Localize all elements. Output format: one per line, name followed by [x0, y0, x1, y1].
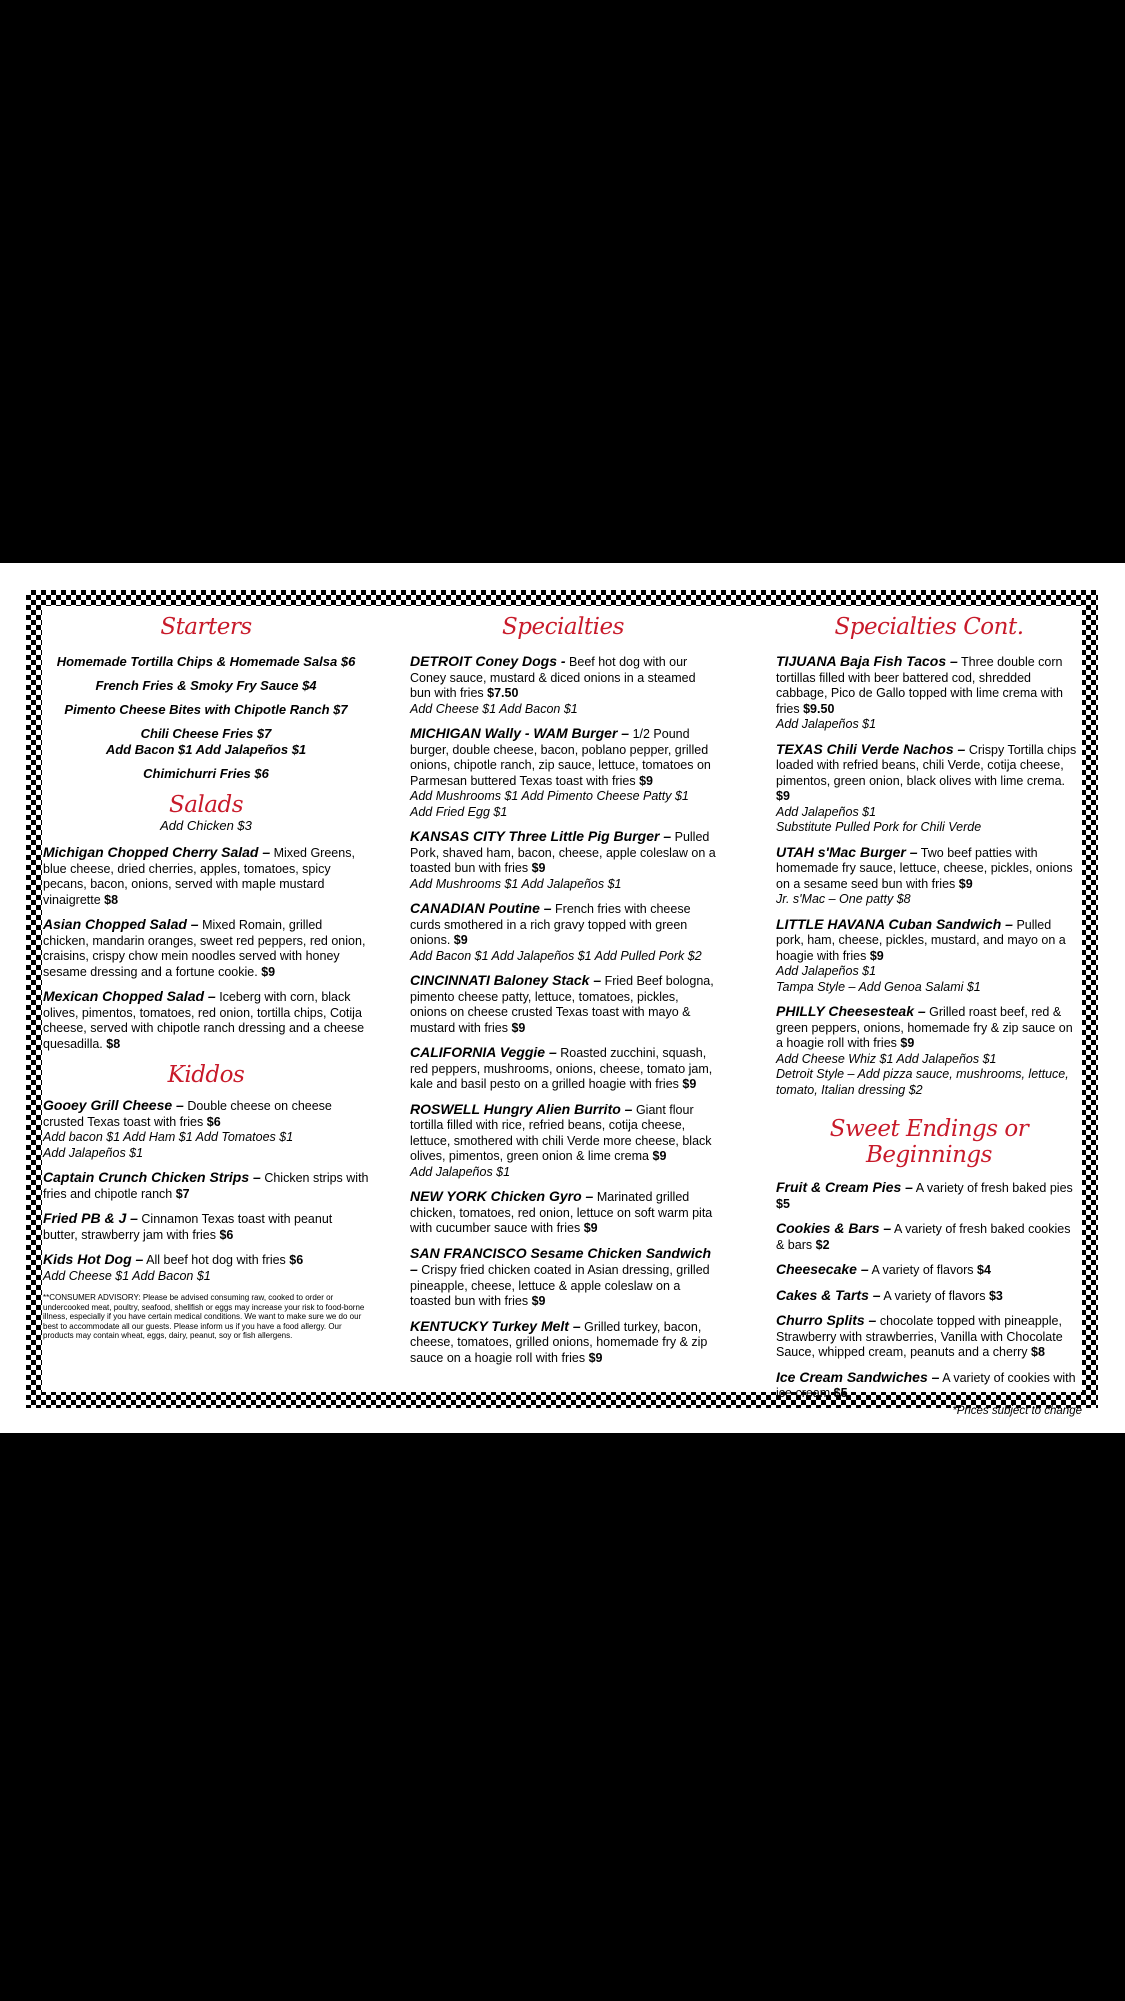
- menu-item: Gooey Grill Cheese – Double cheese on cheese crusted Texas toast with fries $6 Add bacon $1 Add Ham $1 Add Tomatoes $1 Add Jalapeños $1: [43, 1098, 369, 1161]
- item-addons: Add Jalapeños $1: [776, 804, 877, 819]
- starters-heading: Starters: [160, 614, 252, 640]
- starter-chimichurri: Chimichurri Fries $6: [143, 766, 269, 781]
- specialties-heading: Specialties: [502, 614, 624, 640]
- item-addons: Add Cheese $1 Add Bacon $1: [43, 1268, 211, 1283]
- menu-item: MICHIGAN Wally - WAM Burger – 1/2 Pound burger, double cheese, bacon, poblano pepper, grilled onions, chipotle ranch, zip sauce, lettuce, tomatoes on Parmesan buttered Texas toast with fries $9 Add Mushrooms $1 Add Pimento Cheese Patty $1 Add Fried Egg $1: [410, 726, 716, 820]
- menu-item: CANADIAN Poutine – French fries with cheese curds smothered in a rich gravy topped with green onions. $9 Add Bacon $1 Add Jalapeños $1 Add Pulled Pork $2: [410, 901, 716, 964]
- item-addons: Jr. s'Mac – One patty $8: [776, 892, 911, 906]
- item-addons: Detroit Style – Add pizza sauce, mushrooms, lettuce, tomato, Italian dressing $2: [776, 1067, 1069, 1097]
- item-addons: Add Jalapeños $1: [776, 717, 877, 731]
- item-addons: Add Jalapeños $1: [43, 1145, 144, 1160]
- menu-item: CINCINNATI Baloney Stack – Fried Beef bologna, pimento cheese patty, lettuce, tomatoes, pickles, onions on cheese crusted Texas toast with mayo & mustard with fries $9: [410, 972, 714, 1035]
- item-addons: Add Mushrooms $1 Add Pimento Cheese Patty $1: [410, 789, 689, 803]
- checkered-border: [26, 590, 1098, 1417]
- menu-item: KANSAS CITY Three Little Pig Burger – Pulled Pork, shaved ham, bacon, cheese, apple coleslaw on a toasted bun with fries $9 Add Mushrooms $1 Add Jalapeños $1: [410, 828, 716, 891]
- item-addons: Add Bacon $1 Add Jalapeños $1 Add Pulled Pork $2: [410, 948, 702, 963]
- item-addons: Add Cheese Whiz $1 Add Jalapeños $1: [776, 1051, 997, 1066]
- menu-item: Asian Chopped Salad – Mixed Romain, grilled chicken, mandarin oranges, sweet red peppers, red onion, craisins, crispy chow mein noodles served with honey sesame dressing and a fortune cookie. $9: [43, 916, 366, 979]
- consumer-advisory: **CONSUMER ADVISORY: Please be advised consuming raw, cooked to order or undercooked meat, poultry, seafood, shellfish or eggs may increase your risk to food-borne illness, especially if you have certain medical conditions. We want to make sure we do our best to accommodate all our guests. Please inform us if you have a food allergy. Our products may contain wheat, eggs, dairy, peanut, soy or fish allergens.: [43, 1293, 365, 1340]
- menu-item: Kids Hot Dog – All beef hot dog with fries $6 Add Cheese $1 Add Bacon $1: [43, 1252, 369, 1284]
- menu-item: Cakes & Tarts – A variety of flavors $3: [776, 1286, 1003, 1303]
- menu-item: ROSWELL Hungry Alien Burrito – Giant flour tortilla filled with rice, refried beans, cotija cheese, lettuce, smothered with chili Verde more cheese, black olives, pimentos, green onion & lime crema $9 Add Jalapeños $1: [410, 1102, 716, 1181]
- item-addons: Substitute Pulled Pork for Chili Verde: [776, 820, 982, 834]
- menu-item: NEW YORK Chicken Gyro – Marinated grilled chicken, tomatoes, red onion, lettuce on soft warm pita with cucumber sauce with fries $9: [410, 1188, 713, 1235]
- prices-note: *Prices subject to change: [952, 1404, 1082, 1417]
- menu-item: CALIFORNIA Veggie – Roasted zucchini, squash, red peppers, mushrooms, onions, cheese, tomato jam, kale and basil pesto on a grilled hoagie with fries $9: [410, 1044, 713, 1091]
- salads-addon: Add Chicken $3: [160, 818, 252, 833]
- menu-content: [42, 606, 1082, 1417]
- item-addons: Add Mushrooms $1 Add Jalapeños $1: [410, 876, 622, 891]
- kiddos-heading: Kiddos: [167, 1062, 245, 1088]
- menu-item: Michigan Chopped Cherry Salad – Mixed Greens, blue cheese, dried cherries, apples, tomatoes, spicy pecans, bacon, onions, served with maple mustard vinaigrette $8: [43, 844, 355, 907]
- specialties-cont-heading: Specialties Cont.: [834, 614, 1024, 640]
- starter-item: Homemade Tortilla Chips & Homemade Salsa $6: [56, 654, 356, 669]
- menu-item: Fruit & Cream Pies – A variety of fresh baked pies $5: [776, 1179, 1073, 1211]
- menu-item: TIJUANA Baja Fish Tacos – Three double corn tortillas filled with beer battered cod, shredded cabbage, Pico de Gallo topped with lime crema with fries $9.50 Add Jalapeños $1: [776, 654, 1082, 733]
- menu-item: LITTLE HAVANA Cuban Sandwich – Pulled pork, ham, cheese, pickles, mustard, and mayo on a hoagie with fries $9 Add Jalapeños $1 Tampa Style – Add Genoa Salami $1: [776, 917, 1082, 996]
- item-addons: Add bacon $1 Add Ham $1 Add Tomatoes $1: [43, 1130, 294, 1144]
- menu-item: PHILLY Cheesesteak – Grilled roast beef, red & green peppers, onions, homemade fry & zip sauce on a hoagie roll with fries $9 Add Cheese Whiz $1 Add Jalapeños $1 Detroit Style – Add pizza sauce, mushrooms, lettuce, tomato, Italian dressing $2: [776, 1004, 1082, 1098]
- sweet-heading: Sweet Endings or Beginnings: [829, 1116, 1029, 1168]
- column-left: [43, 614, 369, 1341]
- menu-item: Captain Crunch Chicken Strips – Chicken strips with fries and chipotle ranch $7: [43, 1169, 369, 1201]
- menu-item: Ice Cream Sandwiches – A variety of cookies with ice cream $5: [776, 1368, 1076, 1400]
- menu-item: Churro Splits – chocolate topped with pineapple, Strawberry with strawberries, Vanilla with Chocolate Sauce, whipped cream, peanuts and a cherry $8: [776, 1312, 1063, 1359]
- item-addons: Tampa Style – Add Genoa Salami $1: [776, 979, 981, 994]
- menu-item: UTAH s'Mac Burger – Two beef patties with homemade fry sauce, lettuce, cheese, pickles, onions on a sesame seed bun with fries $9 Jr. s'Mac – One patty $8: [776, 845, 1082, 908]
- menu-sheet: [0, 563, 1125, 1433]
- item-addons: Add Cheese $1 Add Bacon $1: [410, 701, 578, 716]
- menu-item: SAN FRANCISCO Sesame Chicken Sandwich – Crispy fried chicken coated in Asian dressing, grilled pineapple, cheese, lettuce & apple coleslaw on a toasted bun with fries $9: [410, 1244, 712, 1308]
- menu-item: KENTUCKY Turkey Melt – Grilled turkey, bacon, cheese, tomatoes, grilled onions, homemade fry & zip sauce on a hoagie roll with fries $9: [410, 1317, 708, 1365]
- item-addons: Add Fried Egg $1: [410, 804, 508, 819]
- item-addons: Add Jalapeños $1: [776, 964, 877, 978]
- menu-item: Mexican Chopped Salad – Iceberg with corn, black olives, pimentos, tomatoes, red onion, tortilla chips, Cotija cheese, served with chipotle ranch dressing and a cheese quesadilla. $8: [43, 988, 365, 1051]
- starter-item: Pimento Cheese Bites with Chipotle Ranch $7: [64, 702, 348, 717]
- menu-item: Fried PB & J – Cinnamon Texas toast with peanut butter, strawberry jam with fries $6: [43, 1210, 333, 1242]
- menu-item: TEXAS Chili Verde Nachos – Crispy Tortilla chips loaded with refried beans, chili Verde, cotija cheese, pimentos, green onion, black olives with lime crema. $9 Add Jalapeños $1 Substitute Pulled Pork for Chili Verde: [776, 742, 1082, 836]
- menu-item: Cookies & Bars – A variety of fresh baked cookies & bars $2: [776, 1220, 1071, 1252]
- column-middle: [410, 614, 716, 1375]
- menu-item: DETROIT Coney Dogs - Beef hot dog with our Coney sauce, mustard & diced onions in a steamed bun with fries $7.50 Add Cheese $1 Add Bacon $1: [410, 654, 716, 717]
- menu-item: Cheesecake – A variety of flavors $4: [776, 1261, 991, 1277]
- starter-item: French Fries & Smoky Fry Sauce $4: [95, 678, 317, 693]
- item-addons: Add Jalapeños $1: [410, 1164, 511, 1179]
- salads-heading: Salads: [168, 792, 244, 818]
- column-right: [776, 614, 1082, 1417]
- starter-chili-addons: Add Bacon $1 Add Jalapeños $1: [105, 742, 307, 757]
- starter-chili: Chili Cheese Fries $7: [140, 726, 272, 741]
